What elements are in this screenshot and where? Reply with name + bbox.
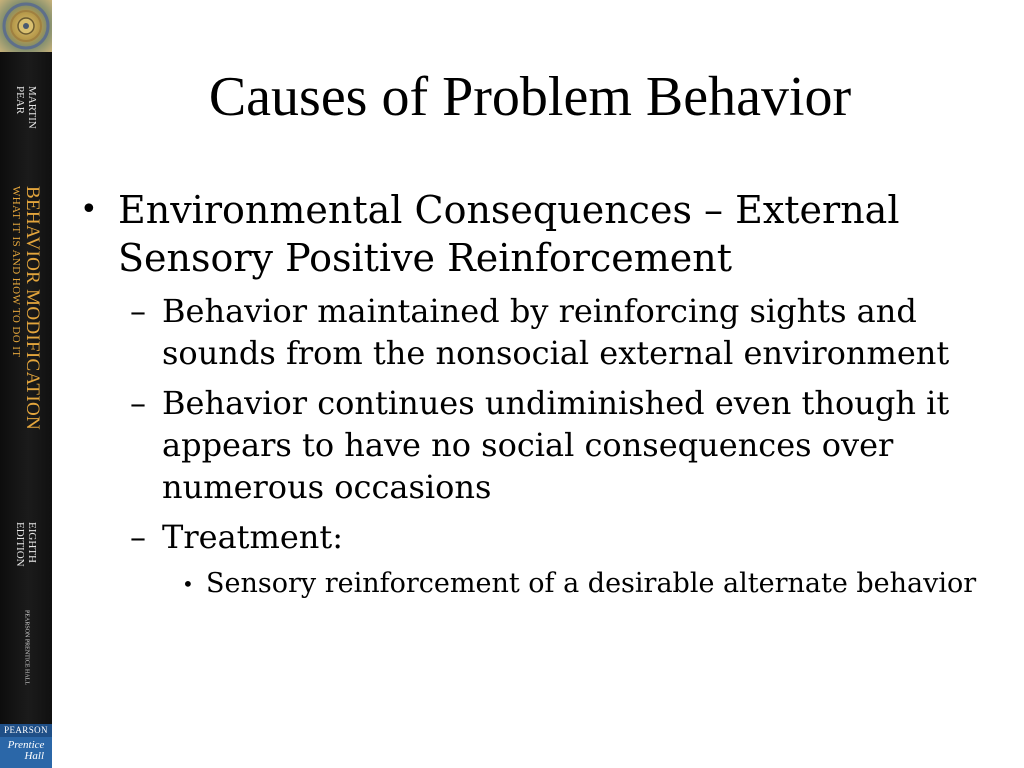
bullet-level2	[130, 382, 980, 508]
dash-icon: –	[130, 384, 146, 422]
bullet-text: Treatment:	[162, 518, 344, 556]
bullet-text: Environmental Consequences – External Sensory Positive Reinforcement	[118, 188, 900, 280]
bullet-level3	[182, 566, 980, 602]
bullet-icon: •	[182, 572, 194, 596]
bullet-text: Behavior maintained by reinforcing sights and sounds from the nonsocial external environment	[162, 292, 950, 372]
publisher-logo	[0, 724, 52, 768]
spine-imprint: PEARSON PRENTICE HALL	[23, 610, 30, 686]
dash-icon: –	[130, 518, 146, 556]
bullet-icon: •	[80, 192, 98, 227]
logo-hall: Hall	[24, 750, 44, 762]
spine-author: MARTIN PEAR	[14, 86, 38, 129]
book-subtitle: WHAT IT IS AND HOW TO DO IT	[10, 186, 22, 358]
slide-title: Causes of Problem Behavior	[208, 66, 852, 128]
bullet-text: Behavior continues undiminished even though it appears to have no social consequences over numerous occasions	[162, 384, 950, 506]
spine-edition: EIGHTH EDITION	[14, 522, 38, 567]
bullet-level2	[130, 290, 980, 374]
emblem-icon	[0, 0, 52, 52]
spine-book-title	[10, 186, 42, 430]
slide-body	[80, 186, 980, 602]
book-spine	[0, 0, 52, 768]
book-title: BEHAVIOR MODIFICATION	[22, 186, 43, 430]
bullet-text: Sensory reinforcement of a desirable alternate behavior	[206, 568, 977, 599]
bullet-level1	[80, 186, 980, 282]
dash-icon: –	[130, 292, 146, 330]
bullet-level2	[130, 516, 980, 558]
logo-prentice: Prentice	[7, 739, 45, 751]
logo-pearson: PEARSON	[0, 724, 52, 737]
